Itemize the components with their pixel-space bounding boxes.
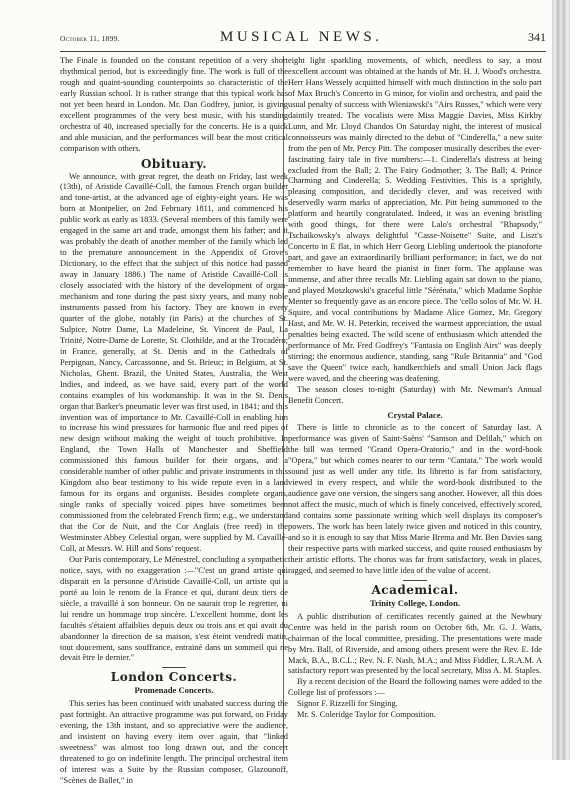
- promenade-concerts-subheading: Promenade Concerts.: [134, 685, 214, 696]
- promenade-paragraph: This series has been continued with unabated success during the past fortnight. An attractive programme was put forward, on Friday evening, the 13th instant, and so appreciative were the audience, and insistent on having every item over again, that "linked sweetness" was almost too long drawn out, and the concert threatened to go on indefinite length. The principal orchestral item of interest was a Suite by the Russian composer, Glazounoff, "Scènes de Ballet," in: [60, 699, 288, 785]
- section-rule: [162, 667, 186, 668]
- header-rule: [60, 51, 546, 52]
- right-column: [288, 56, 542, 721]
- trinity-college-subheading: Trinity College, London.: [369, 597, 461, 608]
- obituary-heading: Obituary.: [140, 156, 208, 171]
- issue-date: October 11, 1899.: [60, 34, 120, 43]
- page-edge: [552, 0, 570, 760]
- professor-item: Mr. S. Coleridge Taylor for Composition.: [297, 710, 436, 720]
- finale-paragraph: The Finale is founded on the constant repetition of a very short rhythmical period, but is exceedingly fine. The work is full of the rough and quaint-sounding counterpoints so characteristic of the early Russian school. It is rather strange that this typical work has not yet been heard in London. Mr. Dan Godfrey, junior, is giving excellent programmes of the very best music, with his standing orchestra of 40, increased specially for the concerts. He is a quick and able musician, and the performances will bear the most critical comparison with others.: [60, 56, 288, 153]
- obituary-paragraph: We announce, with great regret, the death on Friday, last week (13th), of Aristide Cavaillé-Coll, the famous French organ builder and tone-artist, at the advanced age of eighty-eight years. He was born at Montpelier, on 2nd February 1811, and commenced his public work as early as 1833. (Several members of this family were engaged in the same art and trade, amongst them his father; and it was probably the death of another member of the family which led to the premature announcement in the Appendix of Grove's Dictionary, to the effect that the subject of this notice had passed away in January 1886.) The name of Aristide Cavaillé-Coll is closely associated with the history of the development of organ-mechanism and tone during the past sixty years, and many noble instruments passed from his factory. They are known in every quarter of the globe, notably (in Paris) at the churches of St. Sulpice, Notre Dame, La Madeleine, St. Vincent de Paul, La Trinité, Notre-Dame de Lorette, St. Clothilde, and at the Trocadéro; in France, generally, at St. Denis and in the Cathedrals of Perpignan, Nancy, Carcassonne, and St. Brieuc; in Belgium, at St. Nicholas, Ghent. Brazil, the United States, Australia, the West Indies, and indeed, as we have said, every part of the world contains examples of his workmanship. It was in the St. Denis organ that Barker's pneumatic lever was first used, in 1841; and this invention was of importance to Mr. Cavaillé-Coll in enabling him to increase his wind pressures for harmonic flue and reed pipes of new design without making the weight of touch prohibitive. In England, the Town Halls of Manchester and Sheffield commissioned this famous builder for their organs, and a considerable number of other public and private instruments in this Kingdom also bear testimony to his wide repute even in a land famous for its organs and organists. Besides complete organs, single ranks of specially voiced pipes have sometimes been commissioned from the celebrated French firm; e.g., we understand that the Cor de Nuit, and the Cor Anglais (free reed) in the Westminster Abbey Celestial organ, were supplied by M. Cavaillé-Coll, at Messrs. W. Hill and Sons' request.: [60, 171, 288, 553]
- page-number: 341: [528, 30, 546, 44]
- trinity-paragraph: A public distribution of certificates recently gained at the Newbury Centre was held in the parish room on October 6th, Mr. G. J. Watts, chairman of the local committee, presiding. The presentations were made by Mrs. Ball, of Riverside, and among others present were the Rev. E. Ide Mack, B.A., B.C.L.; Rev. N. F. Nash, M.A.; and Miss Fiddler, L.R.A.M. A satisfactory report was presented by the local secretary, Miss A. M. Staples.: [288, 611, 542, 676]
- publication-title: MUSICAL NEWS.: [220, 29, 383, 45]
- page-header: [60, 29, 546, 46]
- academical-heading: Academical.: [371, 582, 459, 597]
- board-paragraph: By a recent decision of the Board the following names were added to the College list of professors :—: [288, 677, 542, 698]
- crystal-palace-paragraph: There is little to chronicle as to the concert of Saturday last. A performance was given of Saint-Saëns' "Samson and Delilah," which on the bill was termed "Grand Opera-Oratorio," and in the word-book "Opera," but which comes nearer to our term "Cantata." The work would sound just as well under any title. Its libretto is far from satisfactory, viewed in every respect, and while the word-book distributed to the audience gave one version, the singers sang another. However, all this does not affect the music, much of which is finely conceived, effectively scored, and contains some passionate writing which well displays its composer's powers. The work has been lately twice given and noticed in this country, and so it is enough to say that Miss Marie Brema and Mr. Ben Davies sang their respective parts with marked success, and quite roused enthusiasm by their artistic efforts. The chorus was far from satisfactory, weak in places, ragged, and seemed to have little idea of the value of accent.: [288, 423, 542, 575]
- section-rule: [403, 580, 427, 581]
- promenade-continued: eight light sparkling movements, of which, needless to say, a most excellent account was obtained at the hands of Mr. H. J. Wood's orchestra. Herr Hans Wessely acquitted himself with much distinction in the solo part of Max Bruch's Concerto in G minor, for violin and orchestra, and paid the usual penalty of success with Wieniawski's "Airs Russes," which were very daintily treated. The vocalists were Miss Maggie Davies, Miss Kirkby Lunn, and Mr. Lloyd Chandos On Saturday night, the interest of musical connoisseurs was mainly directed to the debut of "Cinderella," a new suite from the pen of Mr. Percy Pitt. The composer musically describes the ever-fascinating fairy tale in five numbers:—1. Cinderella's distress at being excluded from the Ball; 2. The Fairy Godmother; 3. The Ball; 4. Prince Charming and Cinderella; 5. Wedding Festivities. This is a sprightly, pleasing composition, and decidedly clever, and was received with deservedly warm marks of appreciation, Mr. Pitt being summoned to the platform and heartily congratulated. Indeed, it was an evening bristling with good things, for there were Lalo's orchestral "Rhapsody," Tschaikowsky's always delightful "Casse-Noisette" Suite, and Liszt's Concerto in E flat, in which Herr Georg Liebling undertook the pianoforte part, and gave an extraordinarily brilliant performance; in fact, we do not remember to have heard the pianist in finer form. The applause was immense, and after three recalls Mr. Liebling again sat down to the piano, and played Moszkowski's graceful little "Sérénata," which Madame Sophie Menter so frequently gave as an encore piece. The 'cello solos of Mr. W. H. Squire, and vocal contributions by Madame Alice Gomez, Mr. Gregory Hast, and Mr. W. H. Peterkin, received the warmest appreciation, the usual penalties being exacted. The wild scene of enthusiasm which attended the performance of Mr. Fred Godfrey's "Fantasia on English Airs" was deeply stirring; the enormous audience, standing, sang "Rule Britannia" and "God save the Queen" twice each, handkerchiefs and small Union Jack flags were waved, and the cheering was deafening.: [288, 56, 542, 383]
- season-close-paragraph: The season closes to-night (Saturday) with Mr. Newman's Annual Benefit Concert.: [288, 384, 542, 405]
- professor-item: Signor F. Rizzelli for Singing.: [297, 699, 398, 709]
- obituary-quote: Our Paris contemporary, Le Ménestrel, concluding a sympathetic notice, says, with no exaggeration :—"C'est un grand artiste qui disparait en la personne d'Aristide Cavaillé-Coll, un artiste qui a porté au loin le renom de la France et qui, durant deux tiers de siècle, a travaillé à son honneur. On ne saurait trop le regretter, ni lui rendre un hommage trop sincère. L'excellent homme, dont les facultés s'étaient affaiblies depuis deux ou trois ans et qui avait du abandonner la direction de sa maison, s'est éteint vendredi matin, tout doucement, sans souffrance, entrainé dans un sommeil qui ne devait être le dernier.": [60, 554, 288, 663]
- left-column: [60, 56, 288, 787]
- crystal-palace-subheading: Crystal Palace.: [387, 409, 443, 420]
- london-concerts-heading: London Concerts.: [110, 670, 238, 685]
